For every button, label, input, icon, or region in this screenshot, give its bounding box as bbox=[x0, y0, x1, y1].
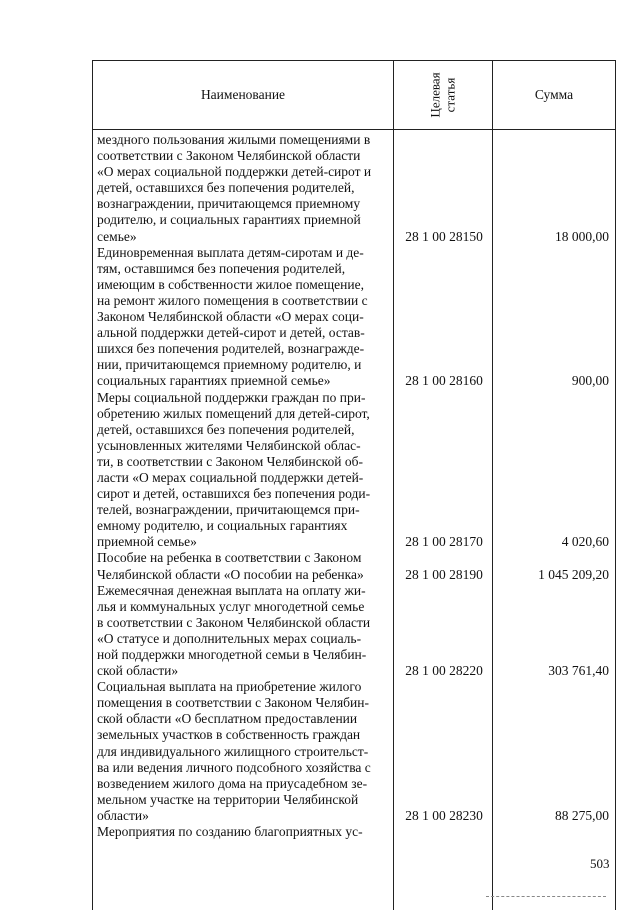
table-row bbox=[93, 679, 615, 824]
row-sum: 303 761,40 bbox=[548, 663, 609, 679]
row-name: Ежемесячная денежная выплата на оплату жи- лья и коммунальных услуг многодетной семье в соответствии с Законом Челябинской области «О статусе и дополнительных мерах социаль- ной поддержки многодетной семьи в Челябин- ской области» bbox=[97, 582, 371, 679]
table-row bbox=[93, 550, 615, 582]
header-code bbox=[394, 61, 493, 129]
row-name: Меры социальной поддержки граждан по при- обретению жилых помещений для детей-сирот, детей, оставшихся без попечения родителей, усыновленных жителями Челябинской облас- ти, в соответствии с Законом Челябинской об- ласти «О мерах социальной поддержки детей- сирот и детей, оставшихся без попечения роди- телей, вознаграждении, причитающемся при- емному родителю, и социальных гарантиях приемной семье» bbox=[97, 389, 371, 550]
table-row bbox=[93, 824, 615, 840]
header-sum-label: Сумма bbox=[534, 87, 574, 102]
row-sum: 1 045 209,20 bbox=[538, 566, 609, 582]
scan-artifact-line bbox=[486, 896, 606, 897]
row-name: мездного пользования жилыми помещениями в соответствии с Законом Челябинской области «О мерах социальной поддержки детей-сирот и детей, оставшихся без попечения родителей, вознаграждении, причитающемся приемному родителю, и социальных гарантиях приемной семье» bbox=[97, 132, 372, 244]
table-row bbox=[93, 390, 615, 551]
row-name: Единовременная выплата детям-сиротам и де- тям, оставшимся без попечения родителей, имеющим в собственности жилое помещение, на ремонт жилого помещения в соответствии с Законом Челябинской области «О мерах соци- альной поддержки детей-сирот и детей, остав- шихся без попечения родителей, вознагражде- нии, причитающемся приемному родителю, и социальных гарантиях приемной семье» bbox=[97, 244, 368, 389]
table-row bbox=[93, 132, 615, 245]
budget-table bbox=[92, 60, 616, 910]
row-sum: 900,00 bbox=[571, 373, 609, 389]
page-number: 503 bbox=[590, 856, 610, 871]
row-code: 28 1 00 28170 bbox=[405, 534, 483, 550]
row-code: 28 1 00 28190 bbox=[405, 566, 483, 582]
table-row bbox=[93, 583, 615, 680]
header-code-label bbox=[428, 72, 458, 117]
table-row bbox=[93, 245, 615, 390]
header-sum bbox=[493, 61, 615, 129]
row-sum: 18 000,00 bbox=[555, 228, 609, 244]
header-code-line1: Целевая bbox=[427, 72, 443, 118]
row-name: Мероприятия по созданию благоприятных ус- bbox=[97, 824, 363, 840]
table-body bbox=[93, 130, 615, 910]
table-header bbox=[93, 61, 615, 130]
row-name: Социальная выплата на приобретение жилого помещения в соответствии с Законом Челябин- ской области «О бесплатном предоставлении земельных участков в собственность граждан для индивидуального жилищного строительст- ва или ведения личного подсобного хозяйства с возведением жилого дома на приусадебном зе- мельном участке на территории Челябинской области» bbox=[97, 679, 371, 823]
row-name: Пособие на ребенка в соответствии с Законом Челябинской области «О пособии на ребенка» bbox=[97, 550, 364, 582]
row-code: 28 1 00 28150 bbox=[405, 228, 483, 244]
header-name bbox=[93, 61, 394, 129]
header-name-label: Наименование bbox=[200, 87, 286, 102]
header-code-line2: статья bbox=[442, 77, 458, 113]
row-code: 28 1 00 28230 bbox=[405, 807, 483, 823]
row-code: 28 1 00 28160 bbox=[405, 373, 483, 389]
row-sum: 88 275,00 bbox=[555, 807, 609, 823]
row-sum: 4 020,60 bbox=[561, 534, 609, 550]
row-code: 28 1 00 28220 bbox=[405, 663, 483, 679]
table-rows bbox=[93, 132, 615, 840]
